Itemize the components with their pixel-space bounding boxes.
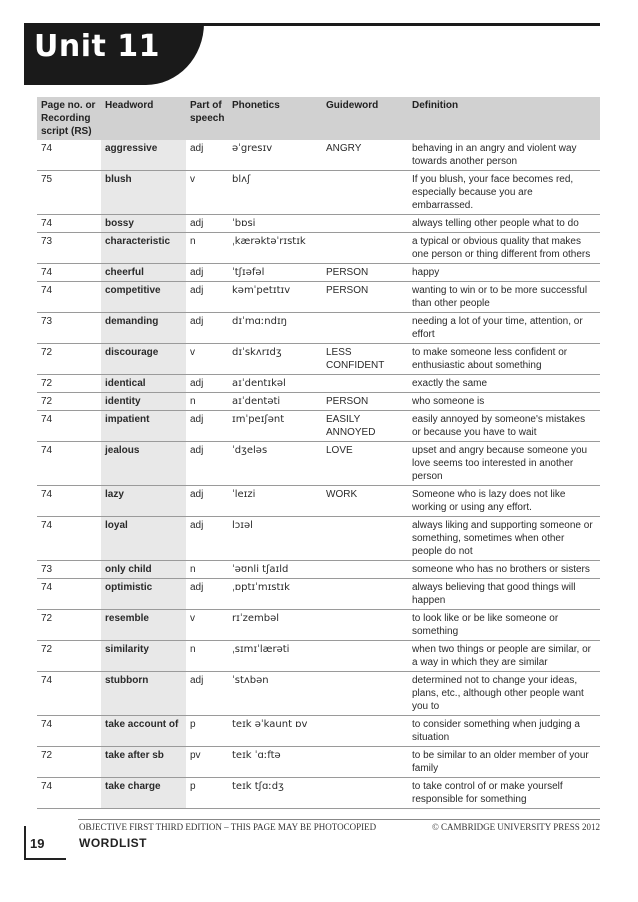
cell-headword: only child bbox=[101, 561, 186, 579]
cell-definition: when two things or people are similar, or a way in which they are similar bbox=[408, 641, 600, 672]
cell-guideword: WORK bbox=[322, 486, 408, 517]
cell-definition: always believing that good things will happen bbox=[408, 579, 600, 610]
cell-guideword: PERSON bbox=[322, 282, 408, 313]
cell-part-of-speech: adj bbox=[186, 140, 228, 171]
cell-part-of-speech: v bbox=[186, 171, 228, 215]
cell-part-of-speech: v bbox=[186, 610, 228, 641]
cell-part-of-speech: adj bbox=[186, 313, 228, 344]
cell-headword: lazy bbox=[101, 486, 186, 517]
cell-phonetics: teɪk əˈkaunt ɒv bbox=[228, 716, 322, 747]
cell-definition: always liking and supporting someone or something, sometimes when other people do not bbox=[408, 517, 600, 561]
page-number: 19 bbox=[30, 836, 45, 851]
cell-part-of-speech: adj bbox=[186, 517, 228, 561]
cell-part-of-speech: adj bbox=[186, 579, 228, 610]
cell-definition: always telling other people what to do bbox=[408, 215, 600, 233]
cell-part-of-speech: n bbox=[186, 233, 228, 264]
cell-definition: a typical or obvious quality that makes one person or thing different from others bbox=[408, 233, 600, 264]
cell-phonetics: ˈleɪzi bbox=[228, 486, 322, 517]
cell-page: 72 bbox=[37, 747, 101, 778]
table-row bbox=[37, 282, 600, 313]
footer-publisher: © CAMBRIDGE UNIVERSITY PRESS 2012 bbox=[431, 822, 600, 832]
section-label: WORDLIST bbox=[79, 836, 147, 850]
cell-guideword bbox=[322, 517, 408, 561]
cell-headword: resemble bbox=[101, 610, 186, 641]
cell-definition: needing a lot of your time, attention, or effort bbox=[408, 313, 600, 344]
cell-phonetics: lɔɪəl bbox=[228, 517, 322, 561]
cell-part-of-speech: v bbox=[186, 344, 228, 375]
cell-definition: exactly the same bbox=[408, 375, 600, 393]
cell-headword: cheerful bbox=[101, 264, 186, 282]
table-row bbox=[37, 716, 600, 747]
cell-headword: competitive bbox=[101, 282, 186, 313]
cell-guideword: ANGRY bbox=[322, 140, 408, 171]
cell-page: 74 bbox=[37, 282, 101, 313]
cell-definition: behaving in an angry and violent way towards another person bbox=[408, 140, 600, 171]
cell-page: 72 bbox=[37, 610, 101, 641]
cell-page: 72 bbox=[37, 344, 101, 375]
table-row bbox=[37, 517, 600, 561]
cell-phonetics: aɪˈdentɪkəl bbox=[228, 375, 322, 393]
cell-definition: someone who has no brothers or sisters bbox=[408, 561, 600, 579]
cell-guideword: LOVE bbox=[322, 442, 408, 486]
cell-page: 74 bbox=[37, 517, 101, 561]
cell-guideword bbox=[322, 778, 408, 809]
table-row bbox=[37, 313, 600, 344]
cell-headword: take charge bbox=[101, 778, 186, 809]
cell-phonetics: rɪˈzembəl bbox=[228, 610, 322, 641]
cell-page: 74 bbox=[37, 215, 101, 233]
cell-headword: take account of bbox=[101, 716, 186, 747]
table-row bbox=[37, 641, 600, 672]
cell-page: 74 bbox=[37, 579, 101, 610]
cell-part-of-speech: adj bbox=[186, 486, 228, 517]
cell-headword: characteristic bbox=[101, 233, 186, 264]
cell-definition: who someone is bbox=[408, 393, 600, 411]
cell-definition: Someone who is lazy does not like working or using any effort. bbox=[408, 486, 600, 517]
cell-phonetics: dɪˈskʌrɪdʒ bbox=[228, 344, 322, 375]
cell-definition: to consider something when judging a situation bbox=[408, 716, 600, 747]
cell-phonetics: ˈstʌbən bbox=[228, 672, 322, 716]
cell-phonetics: ˈbɒsi bbox=[228, 215, 322, 233]
cell-page: 74 bbox=[37, 140, 101, 171]
cell-page: 73 bbox=[37, 561, 101, 579]
table-row bbox=[37, 442, 600, 486]
cell-headword: identical bbox=[101, 375, 186, 393]
header-row bbox=[37, 97, 600, 140]
cell-phonetics: kəmˈpetɪtɪv bbox=[228, 282, 322, 313]
cell-part-of-speech: p bbox=[186, 716, 228, 747]
table-row bbox=[37, 579, 600, 610]
cell-phonetics: dɪˈmɑːndɪŋ bbox=[228, 313, 322, 344]
cell-guideword: EASILY ANNOYED bbox=[322, 411, 408, 442]
cell-definition: wanting to win or to be more successful than other people bbox=[408, 282, 600, 313]
cell-page: 74 bbox=[37, 778, 101, 809]
cell-definition: upset and angry because someone you love seems too interested in another person bbox=[408, 442, 600, 486]
cell-phonetics: ɪmˈpeɪʃənt bbox=[228, 411, 322, 442]
cell-headword: discourage bbox=[101, 344, 186, 375]
cell-part-of-speech: adj bbox=[186, 215, 228, 233]
table-header bbox=[37, 97, 600, 140]
table-row bbox=[37, 171, 600, 215]
cell-phonetics: ˌkærəktəˈrɪstɪk bbox=[228, 233, 322, 264]
cell-part-of-speech: n bbox=[186, 641, 228, 672]
cell-definition: to take control of or make yourself responsible for something bbox=[408, 778, 600, 809]
cell-phonetics: teɪk tʃɑːdʒ bbox=[228, 778, 322, 809]
cell-definition: to be similar to an older member of your family bbox=[408, 747, 600, 778]
table-row bbox=[37, 233, 600, 264]
cell-page: 72 bbox=[37, 393, 101, 411]
footer-rule bbox=[78, 819, 600, 820]
cell-part-of-speech: pv bbox=[186, 747, 228, 778]
cell-guideword bbox=[322, 313, 408, 344]
cell-headword: impatient bbox=[101, 411, 186, 442]
wordlist-table bbox=[37, 97, 600, 809]
cell-headword: jealous bbox=[101, 442, 186, 486]
cell-definition: happy bbox=[408, 264, 600, 282]
cell-part-of-speech: adj bbox=[186, 282, 228, 313]
cell-headword: optimistic bbox=[101, 579, 186, 610]
cell-page: 74 bbox=[37, 411, 101, 442]
header-headword: Headword bbox=[101, 97, 186, 140]
cell-guideword bbox=[322, 672, 408, 716]
cell-phonetics: blʌʃ bbox=[228, 171, 322, 215]
cell-phonetics: aɪˈdentəti bbox=[228, 393, 322, 411]
header-page: Page no. or Recording script (RS) bbox=[37, 97, 101, 140]
cell-page: 72 bbox=[37, 641, 101, 672]
table-row bbox=[37, 375, 600, 393]
table-row bbox=[37, 672, 600, 716]
cell-page: 73 bbox=[37, 233, 101, 264]
cell-part-of-speech: adj bbox=[186, 442, 228, 486]
table-row bbox=[37, 215, 600, 233]
cell-page: 74 bbox=[37, 442, 101, 486]
table-row bbox=[37, 393, 600, 411]
table-row bbox=[37, 411, 600, 442]
cell-definition: If you blush, your face becomes red, especially because you are embarrassed. bbox=[408, 171, 600, 215]
table-body bbox=[37, 140, 600, 809]
cell-guideword: LESS CONFIDENT bbox=[322, 344, 408, 375]
cell-guideword bbox=[322, 375, 408, 393]
cell-page: 72 bbox=[37, 375, 101, 393]
cell-phonetics: ˌɒptɪˈmɪstɪk bbox=[228, 579, 322, 610]
cell-phonetics: ˌsɪmɪˈlærəti bbox=[228, 641, 322, 672]
cell-phonetics: ˈəʊnli tʃaɪld bbox=[228, 561, 322, 579]
cell-part-of-speech: n bbox=[186, 561, 228, 579]
cell-page: 74 bbox=[37, 486, 101, 517]
cell-definition: to look like or be like someone or something bbox=[408, 610, 600, 641]
cell-guideword: PERSON bbox=[322, 264, 408, 282]
cell-part-of-speech: adj bbox=[186, 375, 228, 393]
cell-page: 73 bbox=[37, 313, 101, 344]
cell-phonetics: əˈgresɪv bbox=[228, 140, 322, 171]
cell-definition: to make someone less confident or enthusiastic about something bbox=[408, 344, 600, 375]
table-row bbox=[37, 747, 600, 778]
cell-part-of-speech: n bbox=[186, 393, 228, 411]
footer-copyright-notice: OBJECTIVE FIRST THIRD EDITION – THIS PAGE MAY BE PHOTOCOPIED bbox=[79, 822, 377, 832]
cell-guideword bbox=[322, 561, 408, 579]
cell-page: 75 bbox=[37, 171, 101, 215]
table-row bbox=[37, 344, 600, 375]
cell-headword: stubborn bbox=[101, 672, 186, 716]
cell-definition: determined not to change your ideas, plans, etc., although other people want you to bbox=[408, 672, 600, 716]
cell-phonetics: ˈtʃɪəfəl bbox=[228, 264, 322, 282]
table-row bbox=[37, 778, 600, 809]
cell-guideword bbox=[322, 641, 408, 672]
unit-title: Unit 11 bbox=[34, 29, 161, 64]
cell-headword: loyal bbox=[101, 517, 186, 561]
cell-definition: easily annoyed by someone's mistakes or because you have to wait bbox=[408, 411, 600, 442]
cell-headword: bossy bbox=[101, 215, 186, 233]
cell-guideword bbox=[322, 233, 408, 264]
cell-guideword bbox=[322, 716, 408, 747]
table-row bbox=[37, 140, 600, 171]
cell-phonetics: teɪk ˈɑːftə bbox=[228, 747, 322, 778]
cell-guideword bbox=[322, 215, 408, 233]
table-row bbox=[37, 561, 600, 579]
cell-phonetics: ˈdʒeləs bbox=[228, 442, 322, 486]
cell-page: 74 bbox=[37, 672, 101, 716]
cell-headword: take after sb bbox=[101, 747, 186, 778]
cell-guideword bbox=[322, 747, 408, 778]
cell-part-of-speech: p bbox=[186, 778, 228, 809]
cell-part-of-speech: adj bbox=[186, 672, 228, 716]
top-rule bbox=[190, 23, 600, 26]
cell-guideword bbox=[322, 579, 408, 610]
table-row bbox=[37, 610, 600, 641]
cell-headword: similarity bbox=[101, 641, 186, 672]
table-row bbox=[37, 264, 600, 282]
header-phonetics: Phonetics bbox=[228, 97, 322, 140]
cell-headword: identity bbox=[101, 393, 186, 411]
cell-guideword bbox=[322, 171, 408, 215]
table-row bbox=[37, 486, 600, 517]
cell-guideword bbox=[322, 610, 408, 641]
cell-headword: demanding bbox=[101, 313, 186, 344]
cell-headword: aggressive bbox=[101, 140, 186, 171]
cell-part-of-speech: adj bbox=[186, 264, 228, 282]
cell-guideword: PERSON bbox=[322, 393, 408, 411]
cell-page: 74 bbox=[37, 716, 101, 747]
header-definition: Definition bbox=[408, 97, 600, 140]
cell-page: 74 bbox=[37, 264, 101, 282]
header-guideword: Guideword bbox=[322, 97, 408, 140]
header-part-of-speech: Part of speech bbox=[186, 97, 228, 140]
cell-headword: blush bbox=[101, 171, 186, 215]
cell-part-of-speech: adj bbox=[186, 411, 228, 442]
